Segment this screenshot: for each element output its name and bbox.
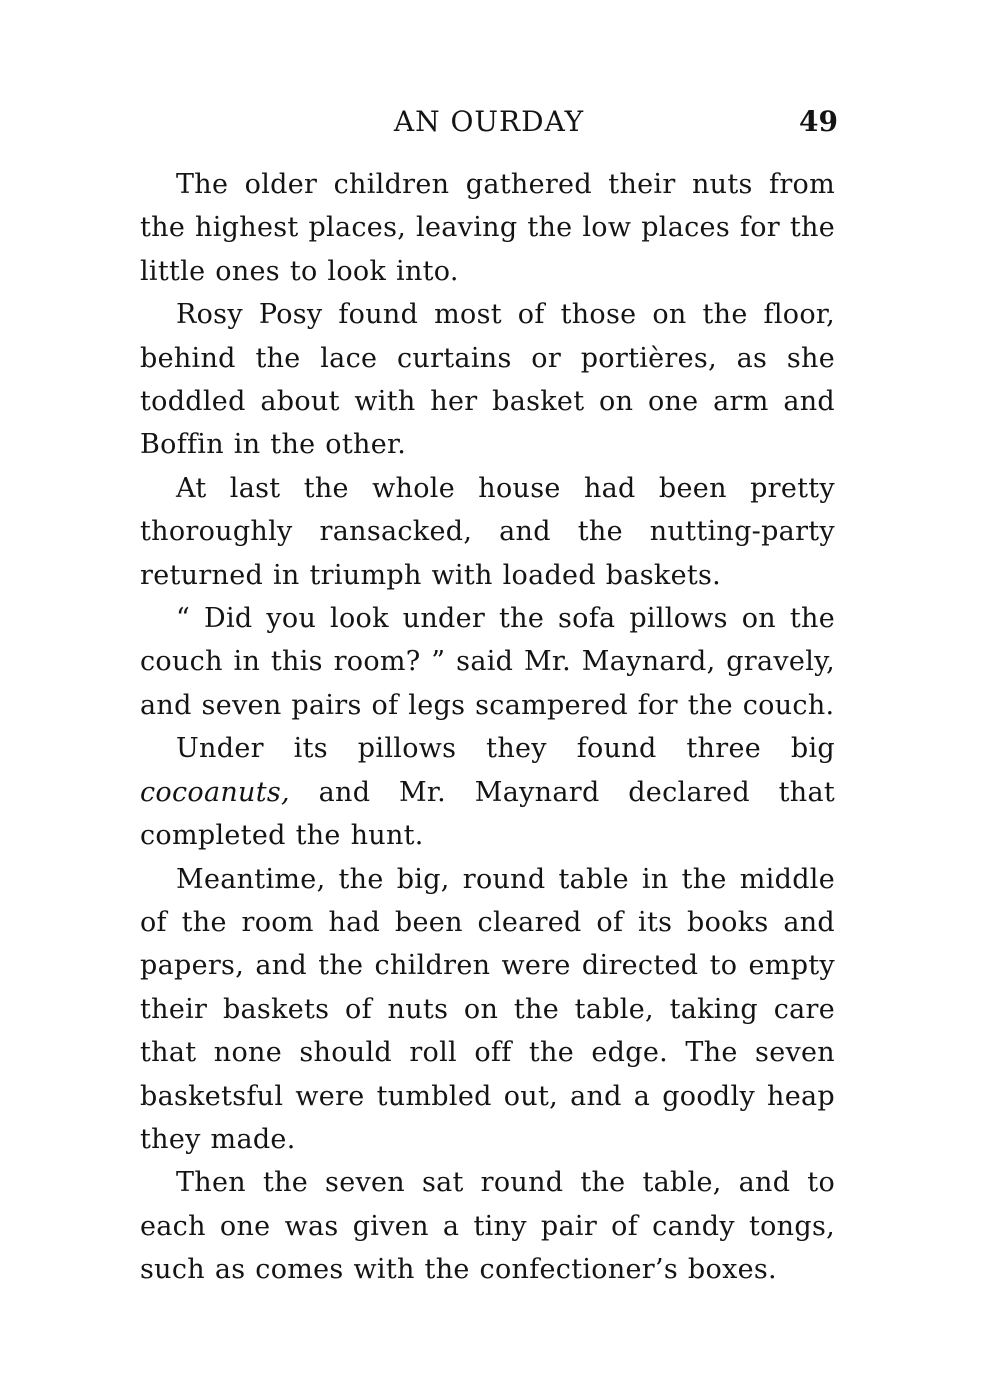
paragraph-1: The older children gathered their nuts from the highest places, leaving the low places for the little ones to look into. [140, 169, 835, 287]
page-number: 49 [799, 105, 838, 138]
chapter-title: AN OURDAY [393, 105, 585, 138]
paragraph-5-text-end: and Mr. Maynard declared that completed the hunt. [140, 776, 835, 852]
running-head [140, 100, 838, 144]
paragraph-2: Rosy Posy found most of those on the floor, behind the lace curtains or portières, as she toddled about with her basket on one arm and Boffin in the other. [140, 299, 835, 461]
paragraph-7: Then the seven sat round the table, and to each one was given a tiny pair of candy tongs, such as comes with the confectioner’s boxes. [140, 1167, 835, 1286]
paragraph-3: At last the whole house had been pretty thoroughly ransacked, and the nutting-party returned in triumph with loaded baskets. [140, 472, 835, 591]
paragraph-5-text-start: Under its pillows they found three big [176, 733, 835, 765]
paragraph-4: “ Did you look under the sofa pillows on the couch in this room? ” said Mr. Maynard, gravely, and seven pairs of legs scampered for the couch. [140, 603, 835, 721]
paragraph-5-italic-word: cocoanuts, [140, 776, 290, 808]
paragraph-6: Meantime, the big, round table in the middle of the room had been cleared of its books and papers, and the children were directed to empty their baskets of nuts on the table, taking care that none should roll off the edge. The seven basketsful were tumbled out, and a goodly heap they made. [140, 863, 835, 1155]
body-text [140, 163, 835, 1292]
paragraph-5 [140, 727, 835, 857]
